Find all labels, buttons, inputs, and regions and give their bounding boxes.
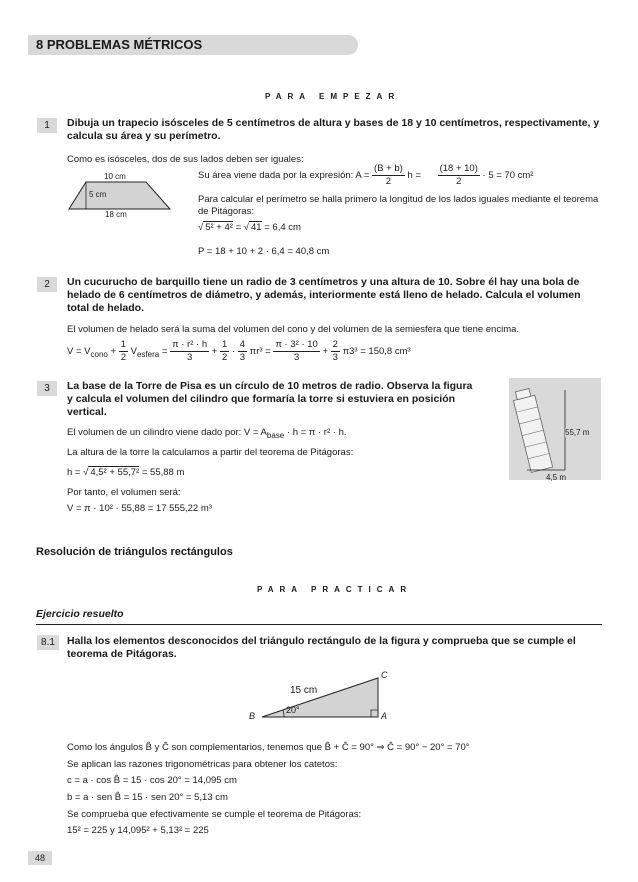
vertex-c-label: C <box>381 670 388 680</box>
solved-exercise-label: Ejercicio resuelto <box>36 608 124 620</box>
problem-2-question: Un cucurucho de barquillo tiene un radio de 3 centímetros y una altura de 10. Sobre él hay una bola de helado de 6 centímetros de diámetro, y además, interiormente está lleno de helado. Calcula el volumen total de helado. <box>67 276 581 314</box>
tower-height-label: 55,7 m <box>565 428 590 437</box>
trapezoid-top-label: 10 cm <box>104 172 126 181</box>
section-heading-practice: PARA PRACTICAR <box>257 585 413 594</box>
solved-line-5: Se comprueba que efectivamente se cumple el teorema de Pitágoras: <box>67 809 362 820</box>
cylinder-formula: El volumen de un cilindro viene dado por: $V = A_{base} \cdot h = \pi \cdot r^2 \cdot h$. <box>67 427 347 440</box>
subheading: Resolución de triángulos rectángulos <box>36 546 233 558</box>
exercise-8-1-question: Halla los elementos desconocidos del triángulo rectángulo de la figura y comprueba que se cumple el teorema de Pitágoras. <box>67 635 576 660</box>
solved-line-6: 15² = 225 y 14,095² + 5,13² = 225 <box>67 825 209 836</box>
volume-result: V = π · 10² · 55,88 = 17 555,22 m³ <box>67 503 212 514</box>
trapezoid-height-label: 5 cm <box>89 190 107 199</box>
problem-number-2: 2 <box>37 277 57 292</box>
pythagoras-result: √ 5² + 4² = √ 41 = 6,4 cm <box>198 222 301 233</box>
cone-volume-formula: $V = V_{cono}$ + $\frac{1}{2}$ $V_{esfera}$ = $\frac{\text{π · r² · h}}{3}$ + $\frac{1}{2}$ · $\frac{4}{3}$ πr³ = $\frac{\text{π · 3² · 10}}{3}$ + $\frac{2}{3}$ π3³ = 150,8 cm³ <box>67 339 411 363</box>
problem-1-intro: Como es isósceles, dos de sus lados deben ser iguales: <box>67 154 304 165</box>
right-triangle-shape <box>262 678 378 717</box>
area-formula: Su área viene dada por la expresión: A = $\frac{(B + b)}{2}$ h = $\frac{(18 + 10)}{2}$ · 5 = 70 cm² <box>198 163 534 187</box>
height-result: h = √ 4,5² + 55,7² = 55,88 m <box>67 467 185 478</box>
right-triangle-figure <box>258 674 382 720</box>
problem-number-1: 1 <box>37 118 57 133</box>
problem-1-question: Dibuja un trapecio isósceles de 5 centímetros de altura y bases de 18 y 10 centímetros, respectivamente, y calcula su área y su perímetro. <box>67 117 600 142</box>
page-title: 8 PROBLEMAS MÉTRICOS <box>36 37 203 52</box>
solved-line-2: Se aplican las razones trigonométricas para obtener los catetos: <box>67 759 338 770</box>
perimeter-result: P = 18 + 10 + 2 · 6,4 = 40,8 cm <box>198 246 330 257</box>
vertex-b-label: B <box>249 711 256 721</box>
solved-line-4: b = a · sen B̂ = 15 · sen 20° = 5,13 cm <box>67 792 228 803</box>
problem-2-intro: El volumen de helado será la suma del volumen del cono y del volumen de la semiesfera que tiene encima. <box>67 324 520 335</box>
solved-line-3: c = a · cos B̂ = 15 · cos 20° = 14,095 cm <box>67 775 237 786</box>
exercise-number-8-1: 8.1 <box>37 635 59 650</box>
problem-number-3: 3 <box>37 381 57 396</box>
problem-3-question: La base de la Torre de Pisa es un círculo de 10 metros de radio. Observa la figura y calcula el volumen del cilindro que formaría la torre si estuviera en posición vertical. <box>67 380 473 418</box>
solved-line-1: Como los ángulos B̂ y Ĉ son complementarios, tenemos que B̂ + Ĉ = 90° ⇒ Ĉ = 90° − 20° = 70° <box>67 742 470 753</box>
height-explanation: La altura de la torre la calculamos a partir del teorema de Pitágoras: <box>67 447 354 458</box>
trapezoid-bottom-label: 18 cm <box>105 210 127 219</box>
tower-base-label: 4,5 m <box>546 473 567 482</box>
volume-intro: Por tanto, el volumen será: <box>67 487 181 498</box>
solved-exercise-rule <box>36 624 602 625</box>
perimeter-explanation: Para calcular el perímetro se halla primero la longitud de los lados iguales mediante el teorema de Pitágoras: <box>198 194 599 217</box>
hypotenuse-label: 15 cm <box>290 685 318 696</box>
angle-b-label: 20° <box>286 705 300 715</box>
vertex-a-label: A <box>381 711 388 721</box>
section-heading-start: PARA EMPEZAR <box>265 92 401 101</box>
trapezoid-shape <box>69 182 170 209</box>
page-number: 48 <box>28 851 52 865</box>
